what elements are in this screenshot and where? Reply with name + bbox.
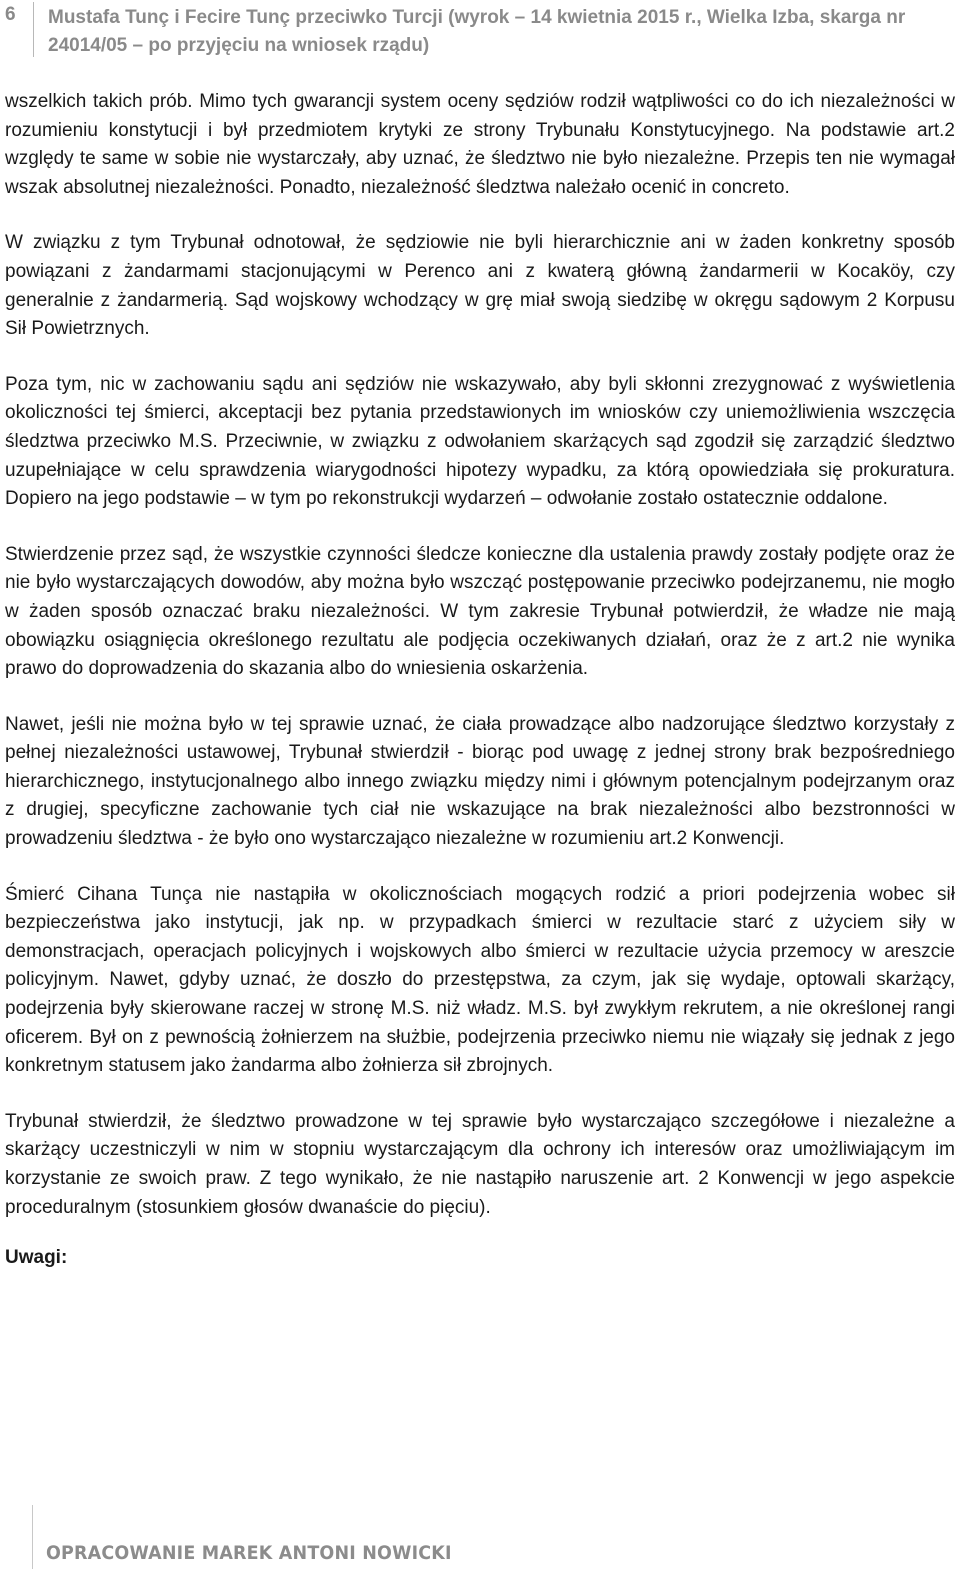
header-divider <box>33 2 34 57</box>
page-footer <box>0 1505 960 1569</box>
paragraph-4: Stwierdzenie przez sąd, że wszystkie czynności śledcze konieczne dla ustalenia prawdy zostały podjęte oraz że nie było wystarczających dowodów, aby można było wszcząć postępowanie przeciwko podejrzanemu, nie mogło w żaden sposób oznaczać braku niezależności. W tym zakresie Trybunał potwierdził, że władze nie mają obowiązku osiągnięcia określonego rezultatu ale podjęcia oczekiwanych działań, oraz że z art.2 nie wynika prawo do doprowadzenia do skazania albo do wniesienia oskarżenia. <box>5 543 955 680</box>
page-header <box>0 0 960 58</box>
paragraph-7: Trybunał stwierdził, że śledztwo prowadzone w tej sprawie było wystarczająco szczegółowe i niezależne a skarżący uczestniczyli w nim w stopniu wystarczającym dla ochrony ich interesów oraz umożliwiającym im korzystanie ze swoich praw. Z tego wynikało, że nie nastąpiło naruszenie art. 2 Konwencji w jego aspekcie proceduralnym (stosunkiem głosów dwanaście do pięciu). <box>5 1110 955 1218</box>
paragraph-6: Śmierć Cihana Tunça nie nastąpiła w okolicznościach mogących rodzić a priori podejrzenia wobec sił bezpieczeństwa jako instytucji, jak np. w przypadkach śmierci w rezultacie starć z użyciem siły w demonstracjach, operacjach policyjnych i wojskowych albo śmierci w rezultacie użycia przemocy w areszcie policyjnym. Nawet, gdyby uznać, że doszło do przestępstwa, za czym, jak się wydaje, optowali skarżący, podejrzenia były skierowane raczej w stronę M.S. niż władz. M.S. był zwykłym rekrutem, a nie określonej rangi oficerem. Był on z pewnością żołnierzem na służbie, podejrzenia przeciwko niemu nie wiązały się jednak z jego konkretnym statusem jako żandarma albo żołnierza sił zbrojnych. <box>5 883 955 1077</box>
paragraph-2: W związku z tym Trybunał odnotował, że sędziowie nie byli hierarchicznie ani w żaden konkretny sposób powiązani z żandarmami stacjonującymi w Perenco ani z kwaterą główną żandarmerii w Kocaköy, czy generalnie z żandarmerią. Sąd wojskowy wchodzący w grę miał swoją siedzibę w okręgu sądowym 2 Korpusu Sił Powietrznych. <box>5 232 955 340</box>
notes-heading: Uwagi: <box>5 1247 68 1269</box>
footer-divider <box>32 1505 33 1569</box>
page-number: 6 <box>5 4 16 25</box>
document-body <box>5 88 955 1272</box>
paragraph-1: wszelkich takich prób. Mimo tych gwarancji system oceny sędziów rodził wątpliwości co do ich niezależności w rozumieniu konstytucji i był przedmiotem krytyki ze strony Trybunału Konstytucyjnego. Na podstawie art.2 względy te same w sobie nie wystarczały, aby uznać, że śledztwo nie było niezależne. Przepis ten nie wymagał wszak absolutnej niezależności. Ponadto, niezależność śledztwa należało ocenić in concreto. <box>5 91 955 198</box>
paragraph-5: Nawet, jeśli nie można było w tej sprawie uznać, że ciała prowadzące albo nadzorujące śledztwo korzystały z pełnej niezależności ustawowej, Trybunał stwierdził - biorąc pod uwagę z jednej strony brak bezpośredniego hierarchicznego, instytucjonalnego albo innego związku między nimi i głównym potencjalnym podejrzanym oraz z drugiej, specyficzne zachowanie tych ciał nie wskazujące na brak niezależności albo bezstronności w prowadzeniu śledztwa - że było ono wystarczająco niezależne w rozumieniu art.2 Konwencji. <box>5 713 955 850</box>
running-header-title: Mustafa Tunç i Fecire Tunç przeciwko Turcji (wyrok – 14 kwietnia 2015 r., Wielka Izba, skarga nr 24014/05 – po przyjęciu na wniosek rządu) <box>48 7 906 56</box>
paragraph-3: Poza tym, nic w zachowaniu sądu ani sędziów nie wskazywało, aby byli skłonni zrezygnować z wyświetlenia okoliczności tej śmierci, akceptacji bez pytania przedstawionych im wniosków czy uniemożliwienia wszczęcia śledztwa przeciwko M.S. Przeciwnie, w związku z odwołaniem skarżących sąd zgodził się zarządzić śledztwo uzupełniające w celu sprawdzenia wiarygodności hipotezy wypadku, za którą opowiedziała się prokuratura. Dopiero na jego podstawie – w tym po rekonstrukcji wydarzeń – odwołanie zostało ostatecznie oddalone. <box>5 373 955 510</box>
footer-author: OPRACOWANIE MAREK ANTONI NOWICKI <box>46 1542 452 1564</box>
